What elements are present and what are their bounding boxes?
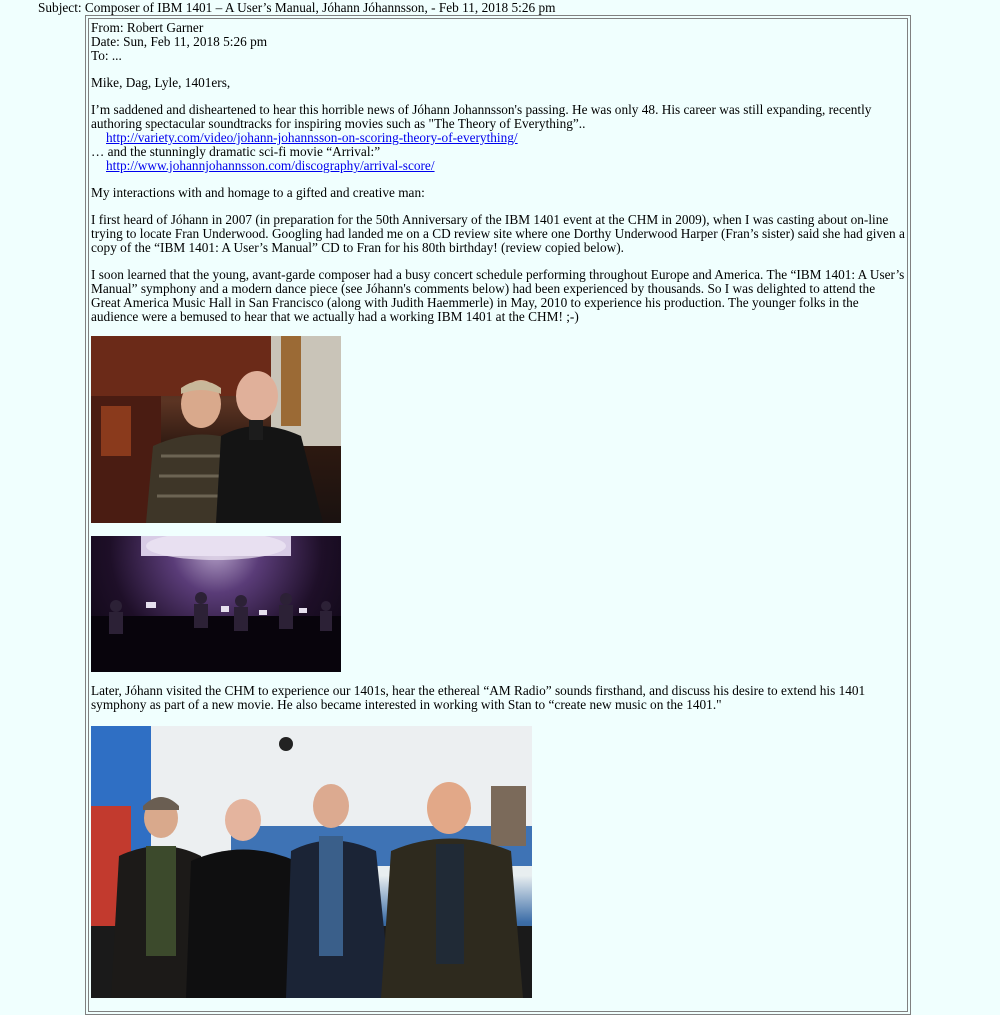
paragraph-concert: I soon learned that the young, avant-garde composer had a busy concert schedule performing throughout Europe and America. The “IBM 1401: A User’s Manual” symphony and a modern dance piece (see Jóhann's comments below) had been experienced by thousands. So I was delighted to attend the Great America Music Hall in San Francisco (along with Judith Haemmerle) in May, 2010 to experience his production. The younger folks in the audience were a bemused to hear that we actually had a working IBM 1401 at the CHM! ;-) xyxy=(91,267,905,324)
photo-two-men-concert-hall xyxy=(91,336,341,523)
message-body-continued xyxy=(91,684,907,712)
paragraph-chm-visit: Later, Jóhann visited the CHM to experience our 1401s, hear the ethereal “AM Radio” sounds firsthand, and discuss his desire to extend his 1401 symphony as part of a new movie. He also became interested in working with Stan to “create new music on the 1401." xyxy=(91,683,866,712)
link-variety-video[interactable]: http://variety.com/video/johann-johannsson-on-scoring-theory-of-everything/ xyxy=(106,130,518,145)
arrival-line: … and the stunningly dramatic sci-fi movie “Arrival:” xyxy=(91,144,381,159)
message-body xyxy=(91,21,907,324)
paragraph-passing: I’m saddened and disheartened to hear this horrible news of Jóhann Johannsson's passing. He was only 48. His career was still expanding, recently authoring spectacular soundtracks for inspiring movies such as "The Theory of Everything”.. xyxy=(91,102,872,131)
from-line: From: Robert Garner xyxy=(91,20,204,35)
paragraph-interactions: My interactions with and homage to a gifted and creative man: xyxy=(91,185,425,200)
email-subject: Subject: Composer of IBM 1401 – A User’s Manual, Jóhann Jóhannsson, - Feb 11, 2018 5:26 pm xyxy=(38,0,556,15)
link-arrival-score[interactable]: http://www.johannjohannsson.com/discography/arrival-score/ xyxy=(106,158,435,173)
to-line: To: ... xyxy=(91,48,122,63)
greeting: Mike, Dag, Lyle, 1401ers, xyxy=(91,75,231,90)
photo-concert-stage xyxy=(91,536,341,672)
date-line: Date: Sun, Feb 11, 2018 5:26 pm xyxy=(91,34,268,49)
paragraph-first-heard: I first heard of Jóhann in 2007 (in preparation for the 50th Anniversary of the IBM 1401 event at the CHM in 2009), when I was casting about on-line trying to locate Fran Underwood. Googling had landed me on a CD review site where one Dorthy Underwood Harper (Fran’s sister) said she had given a copy of the “IBM 1401: A User’s Manual” CD to Fran for his 80th birthday! (review copied below). xyxy=(91,212,905,255)
photo-four-men-computer-lab xyxy=(91,726,532,998)
